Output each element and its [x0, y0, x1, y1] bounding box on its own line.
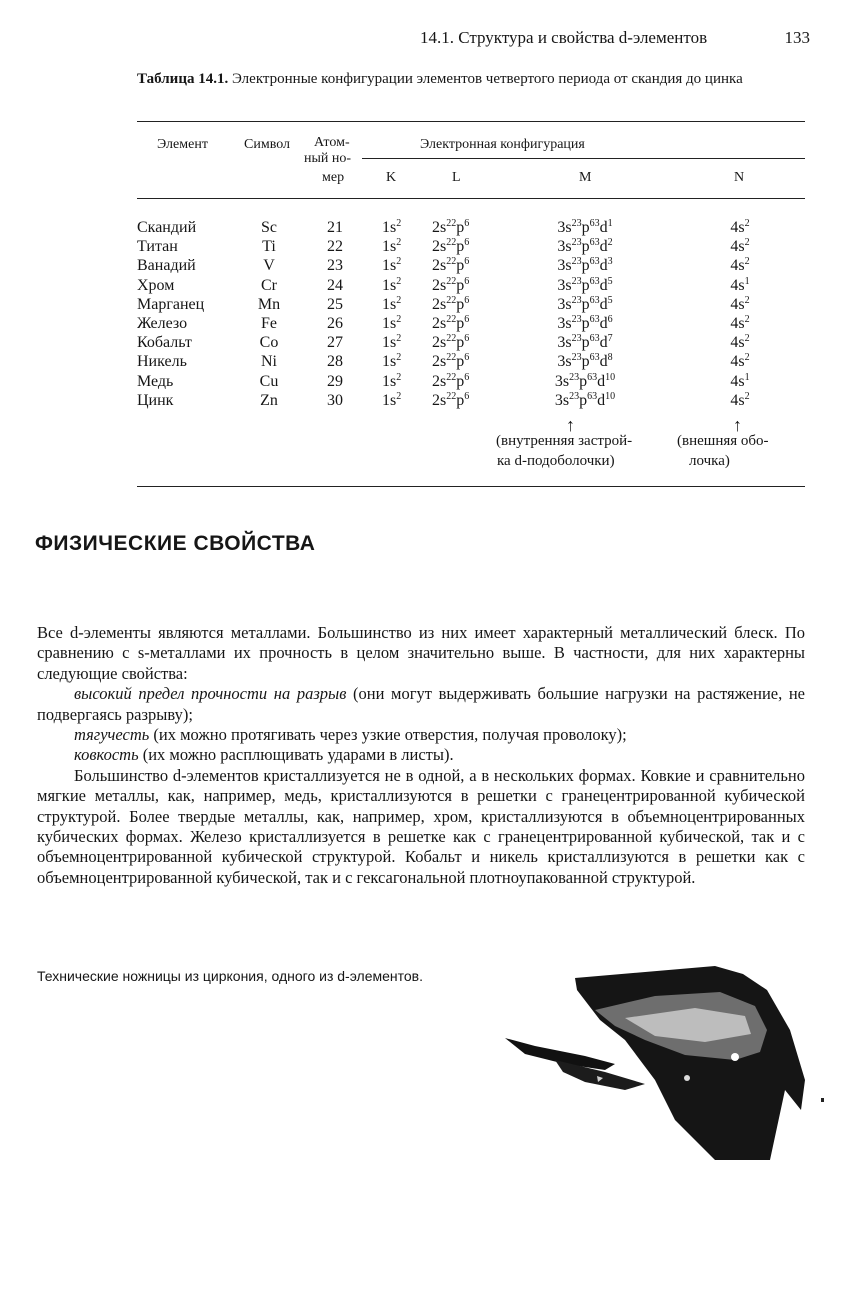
header-atomic-1: Атом-: [314, 135, 350, 150]
element-symbol: Fe: [261, 315, 277, 332]
n-shell-config: $4s^1$: [730, 371, 750, 390]
property-term: ковкость: [74, 745, 139, 765]
header-config: Электронная конфигурация: [420, 137, 585, 152]
m-shell-config: $3s^{23}p^{63}d^7$: [557, 333, 613, 352]
k-shell-config: $1s^2$: [382, 294, 402, 313]
atomic-number: 23: [327, 257, 343, 275]
l-shell-config: $2s^{22}p^6$: [432, 218, 470, 236]
header-symbol: Символ: [244, 137, 291, 152]
table-caption-text: Электронные конфигурации элементов четвертого периода от скандия до цинка: [231, 71, 743, 87]
atomic-number: 22: [327, 238, 343, 256]
l-shell-config: $2s^{22}p^6$: [432, 294, 470, 313]
property-term: высокий предел прочности на разрыв: [74, 684, 347, 704]
table-caption-label: Таблица 14.1.: [137, 71, 229, 87]
header-atomic-2: ный но-: [304, 151, 352, 166]
element-symbol: Ni: [261, 353, 277, 371]
element-symbol: Mn: [257, 295, 281, 313]
arrow-n-icon: ↑: [733, 415, 742, 435]
n-shell-config: $4s^2$: [730, 218, 750, 236]
n-shell-config: $4s^2$: [730, 294, 750, 313]
intro-paragraph: Все d-элементы являются металлами. Большинство из них имеет характерный металлический блеск. По сравнению с s-металлами их прочность в целом значительно выше. В частности, для них характерны следующие свойства:: [37, 623, 805, 683]
element-name: Титан: [137, 238, 178, 256]
property-item: [37, 725, 805, 745]
scissors-photo: [505, 960, 835, 1160]
m-shell-config: $3s^{23}p^{63}d^2$: [557, 237, 613, 256]
body-text: [37, 623, 805, 888]
element-name: Хром: [137, 276, 175, 294]
property-item: [37, 745, 805, 765]
m-shell-config: $3s^{23}p^{63}d^5$: [557, 275, 613, 294]
element-name: Кобальт: [137, 334, 192, 352]
property-text: (их можно расплющивать ударами в листы).: [138, 745, 454, 765]
l-shell-config: $2s^{22}p^6$: [432, 314, 470, 332]
header-atomic-3: мер: [322, 170, 345, 185]
table-caption: [137, 70, 807, 89]
element-symbol: Cu: [259, 372, 279, 390]
n-shell-config: $4s^2$: [730, 314, 750, 332]
k-shell-config: $1s^2$: [382, 256, 402, 275]
l-shell-config: $2s^{22}p^6$: [432, 256, 470, 275]
element-symbol: Ti: [262, 238, 276, 256]
l-shell-config: $2s^{22}p^6$: [432, 275, 470, 294]
page-number: 133: [784, 28, 810, 47]
element-name: Железо: [137, 315, 188, 332]
element-name: Цинк: [137, 391, 174, 409]
k-shell-config: $1s^2$: [382, 218, 402, 236]
crystal-paragraph: Большинство d-элементов кристаллизуется не в одной, а в нескольких формах. Ковкие и сравнительно мягкие металлы, как, например, медь, кристаллизуются в решетки с гранецентрированной кубической структурой. Более твердые металлы, как, например, хром, кристаллизуются в объемноцентрированных кубических формах. Железо кристаллизуется в решетке как с гранецентрированной кубической, так и с объемноцентрированной кубической структурой. Кобальт и никель кристаллизуются в решетки как с объемноцентрированной кубической, так и с гексагональной плотноупакованной структурой.: [37, 765, 805, 887]
atomic-number: 30: [327, 391, 343, 409]
config-subrule: [362, 158, 805, 159]
element-name: Медь: [137, 372, 174, 390]
header-bottom-rule: [137, 198, 805, 199]
k-shell-config: $1s^2$: [382, 352, 402, 371]
n-shell-config: $4s^2$: [730, 352, 750, 371]
note-m-line1: (внутренняя застрой-: [496, 433, 633, 449]
atomic-number: 26: [327, 315, 343, 332]
m-shell-config: $3s^{23}p^{63}d^8$: [557, 352, 613, 371]
element-symbol: Sc: [261, 219, 277, 236]
element-symbol: V: [263, 257, 275, 275]
k-shell-config: $1s^2$: [382, 314, 402, 332]
element-name: Марганец: [137, 295, 205, 313]
k-shell-config: $1s^2$: [382, 237, 402, 256]
m-shell-config: $3s^{23}p^{63}d^5$: [557, 294, 613, 313]
m-shell-config: $3s^{23}p^{63}d^6$: [557, 314, 613, 332]
element-symbol: Zn: [260, 391, 278, 409]
l-shell-config: $2s^{22}p^6$: [432, 390, 470, 409]
section-heading: ФИЗИЧЕСКИЕ СВОЙСТВА: [35, 532, 316, 555]
element-name: Никель: [137, 353, 187, 371]
header-l: L: [452, 170, 461, 185]
atomic-number: 27: [327, 334, 343, 352]
header-m: M: [579, 170, 592, 185]
element-name: Скандий: [137, 219, 197, 236]
l-shell-config: $2s^{22}p^6$: [432, 371, 470, 390]
n-shell-config: $4s^2$: [730, 333, 750, 352]
element-symbol: Cr: [261, 276, 277, 294]
atomic-number: 21: [327, 219, 343, 236]
n-shell-config: $4s^2$: [730, 237, 750, 256]
section-title: 14.1. Структура и свойства d-элементов: [420, 28, 708, 47]
atomic-number: 29: [327, 372, 343, 390]
header-n: N: [734, 170, 745, 185]
atomic-number: 24: [327, 276, 343, 294]
arrow-m-icon: ↑: [566, 415, 575, 435]
property-text: (их можно протягивать через узкие отверстия, получая проволоку);: [149, 725, 627, 745]
m-shell-config: $3s^{23}p^{63}d^{10}$: [554, 371, 616, 390]
k-shell-config: $1s^2$: [382, 275, 402, 294]
l-shell-config: $2s^{22}p^6$: [432, 333, 470, 352]
header-element: Элемент: [157, 137, 208, 152]
atomic-number: 25: [327, 295, 343, 313]
n-shell-config: $4s^2$: [730, 256, 750, 275]
note-m-line2: ка d-подоболочки): [497, 453, 615, 469]
header-k: K: [386, 170, 397, 185]
table-bottom-rule: [137, 486, 805, 487]
l-shell-config: $2s^{22}p^6$: [432, 352, 470, 371]
property-text: (они могут выдерживать большие нагрузки на растяжение, не подвергаясь разрыву);: [37, 684, 805, 724]
m-shell-config: $3s^{23}p^{63}d^3$: [557, 256, 613, 275]
n-shell-config: $4s^2$: [730, 390, 750, 409]
k-shell-config: $1s^2$: [382, 333, 402, 352]
k-shell-config: $1s^2$: [382, 371, 402, 390]
element-name: Ванадий: [137, 257, 196, 275]
note-n-line1: (внешняя обо-: [677, 433, 769, 449]
property-item: [37, 684, 805, 725]
m-shell-config: $3s^{23}p^{63}d^{10}$: [554, 390, 616, 409]
l-shell-config: $2s^{22}p^6$: [432, 237, 470, 256]
atomic-number: 28: [327, 353, 343, 371]
note-n-line2: лочка): [689, 453, 730, 469]
figure-caption: Технические ножницы из циркония, одного из d-элементов.: [37, 968, 423, 984]
property-term: тягучесть: [74, 725, 150, 745]
element-symbol: Co: [259, 334, 279, 352]
m-shell-config: $3s^{23}p^{63}d^1$: [557, 218, 613, 236]
k-shell-config: $1s^2$: [382, 390, 402, 409]
n-shell-config: $4s^1$: [730, 275, 750, 294]
table-top-rule: [137, 121, 805, 122]
